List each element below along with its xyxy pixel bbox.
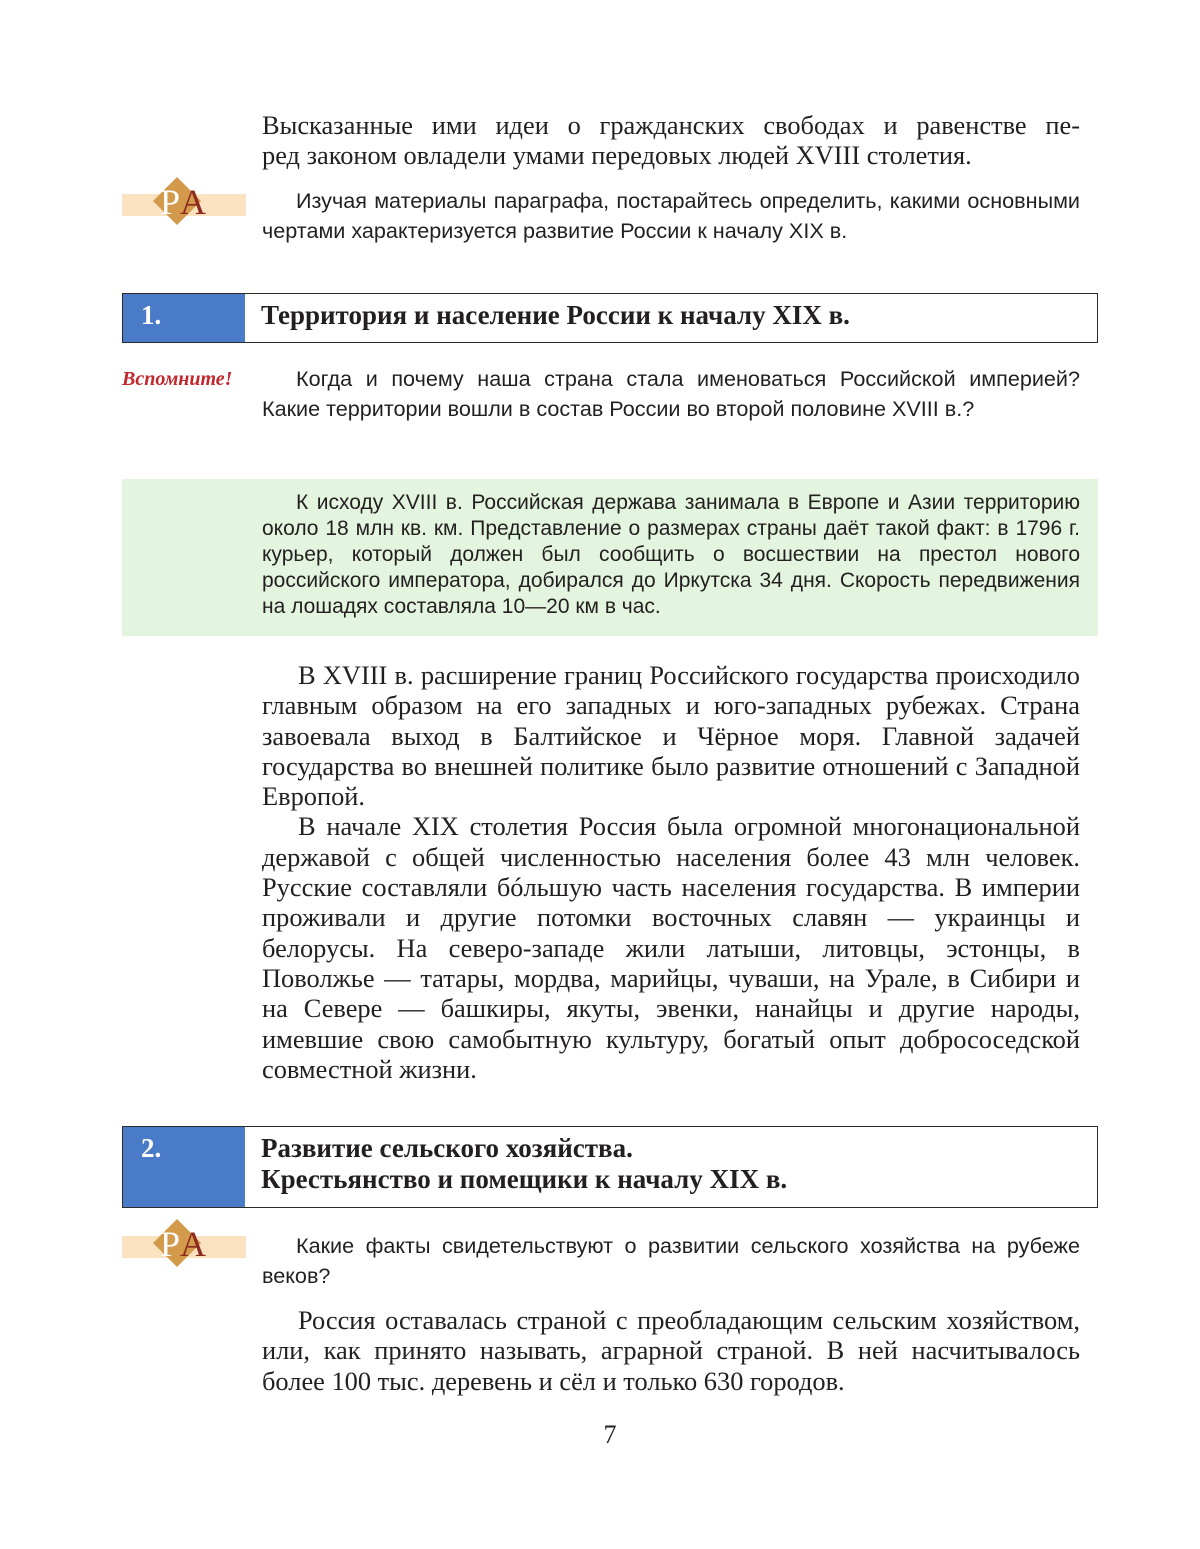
ra-task-icon-2 xyxy=(122,1222,246,1276)
remember-question: Когда и почему наша страна стала именоваться Российской империей? Какие территории вошли в состав России во второй половине XVIII в.? xyxy=(262,366,1080,421)
section-2-title-line-1: Развитие сельского хозяйства. xyxy=(261,1133,633,1163)
remember-label: Вспомните! xyxy=(122,368,233,390)
body-2-paragraph-1: Россия оставалась страной с преобладающим сельским хозяйством, или, как принято называть, аграрной страной. В ней насчитывалось более 100 тыс. деревень и сёл и только 630 городов. xyxy=(262,1305,1080,1396)
intro-line-2: ред законом овладели умами передовых людей XVIII столетия. xyxy=(262,140,972,171)
ra-icon-p: Р xyxy=(160,182,181,222)
section-1-title-line-1: Территория и население России к началу XIX в. xyxy=(261,300,850,330)
body-1-paragraph-2: В начале XIX столетия Россия была огромной многонациональной державой с общей численностью населения более 43 млн человек. Русские составляли бóльшую часть населения государства. В империи проживали и другие потомки восточных славян — украинцы и белорусы. На северо-западе жили латыши, литовцы, эстонцы, в Поволжье — татары, мордва, марийцы, чуваши, на Урале, в Сибири и на Севере — башкиры, якуты, эвенки, нанайцы и другие народы, имевшие свою самобытную культуру, богатый опыт добрососедской совместной жизни. xyxy=(262,811,1080,1084)
fact-box-text: К исходу XVIII в. Российская держава занимала в Европе и Азии территорию около 18 млн кв. км. Представление о размерах страны даёт такой факт: в 1796 г. курьер, который должен был сообщить о восшествии на престол нового российского императора, добирался до Иркутска 34 дня. Скорость передвижения на лошадях составляла 10—20 км в час. xyxy=(262,491,1080,618)
section-2-header xyxy=(122,1126,1098,1208)
section-1-title xyxy=(245,294,1097,342)
section-2-title-line-2: Крестьянство и помещики к началу XIX в. xyxy=(261,1164,788,1194)
intro-line-1: Высказанные ими идеи о гражданских свободах и равенстве пе- xyxy=(262,110,1080,140)
ra-icon-a: А xyxy=(180,1224,206,1264)
ra-icon-a: А xyxy=(180,182,206,222)
page-number: 7 xyxy=(603,1420,617,1449)
body-1-paragraph-1: В XVIII в. расширение границ Российского государства происходило главным образом на его западных и юго-западных рубежах. Страна завоевала выход в Балтийское и Чёрное моря. Главной задачей государства во внешней политике было развитие отношений с Западной Европой. xyxy=(262,660,1080,812)
body-section-2 xyxy=(262,1305,1080,1396)
task-2-text: Какие факты свидетельствуют о развитии сельского хозяйства на рубеже веков? xyxy=(262,1233,1080,1288)
section-1-number: 1. xyxy=(123,294,245,342)
ra-icon-p: Р xyxy=(160,1224,181,1264)
section-2-title xyxy=(245,1127,1097,1207)
body-section-1 xyxy=(262,660,1080,1084)
task-1-text: Изучая материалы параграфа, постарайтесь определить, какими основными чертами характеризуется развитие России к началу XIX в. xyxy=(262,188,1080,243)
ra-task-icon xyxy=(122,180,246,234)
intro-paragraph xyxy=(262,110,1080,171)
section-1-header xyxy=(122,293,1098,343)
section-2-number: 2. xyxy=(123,1127,245,1207)
